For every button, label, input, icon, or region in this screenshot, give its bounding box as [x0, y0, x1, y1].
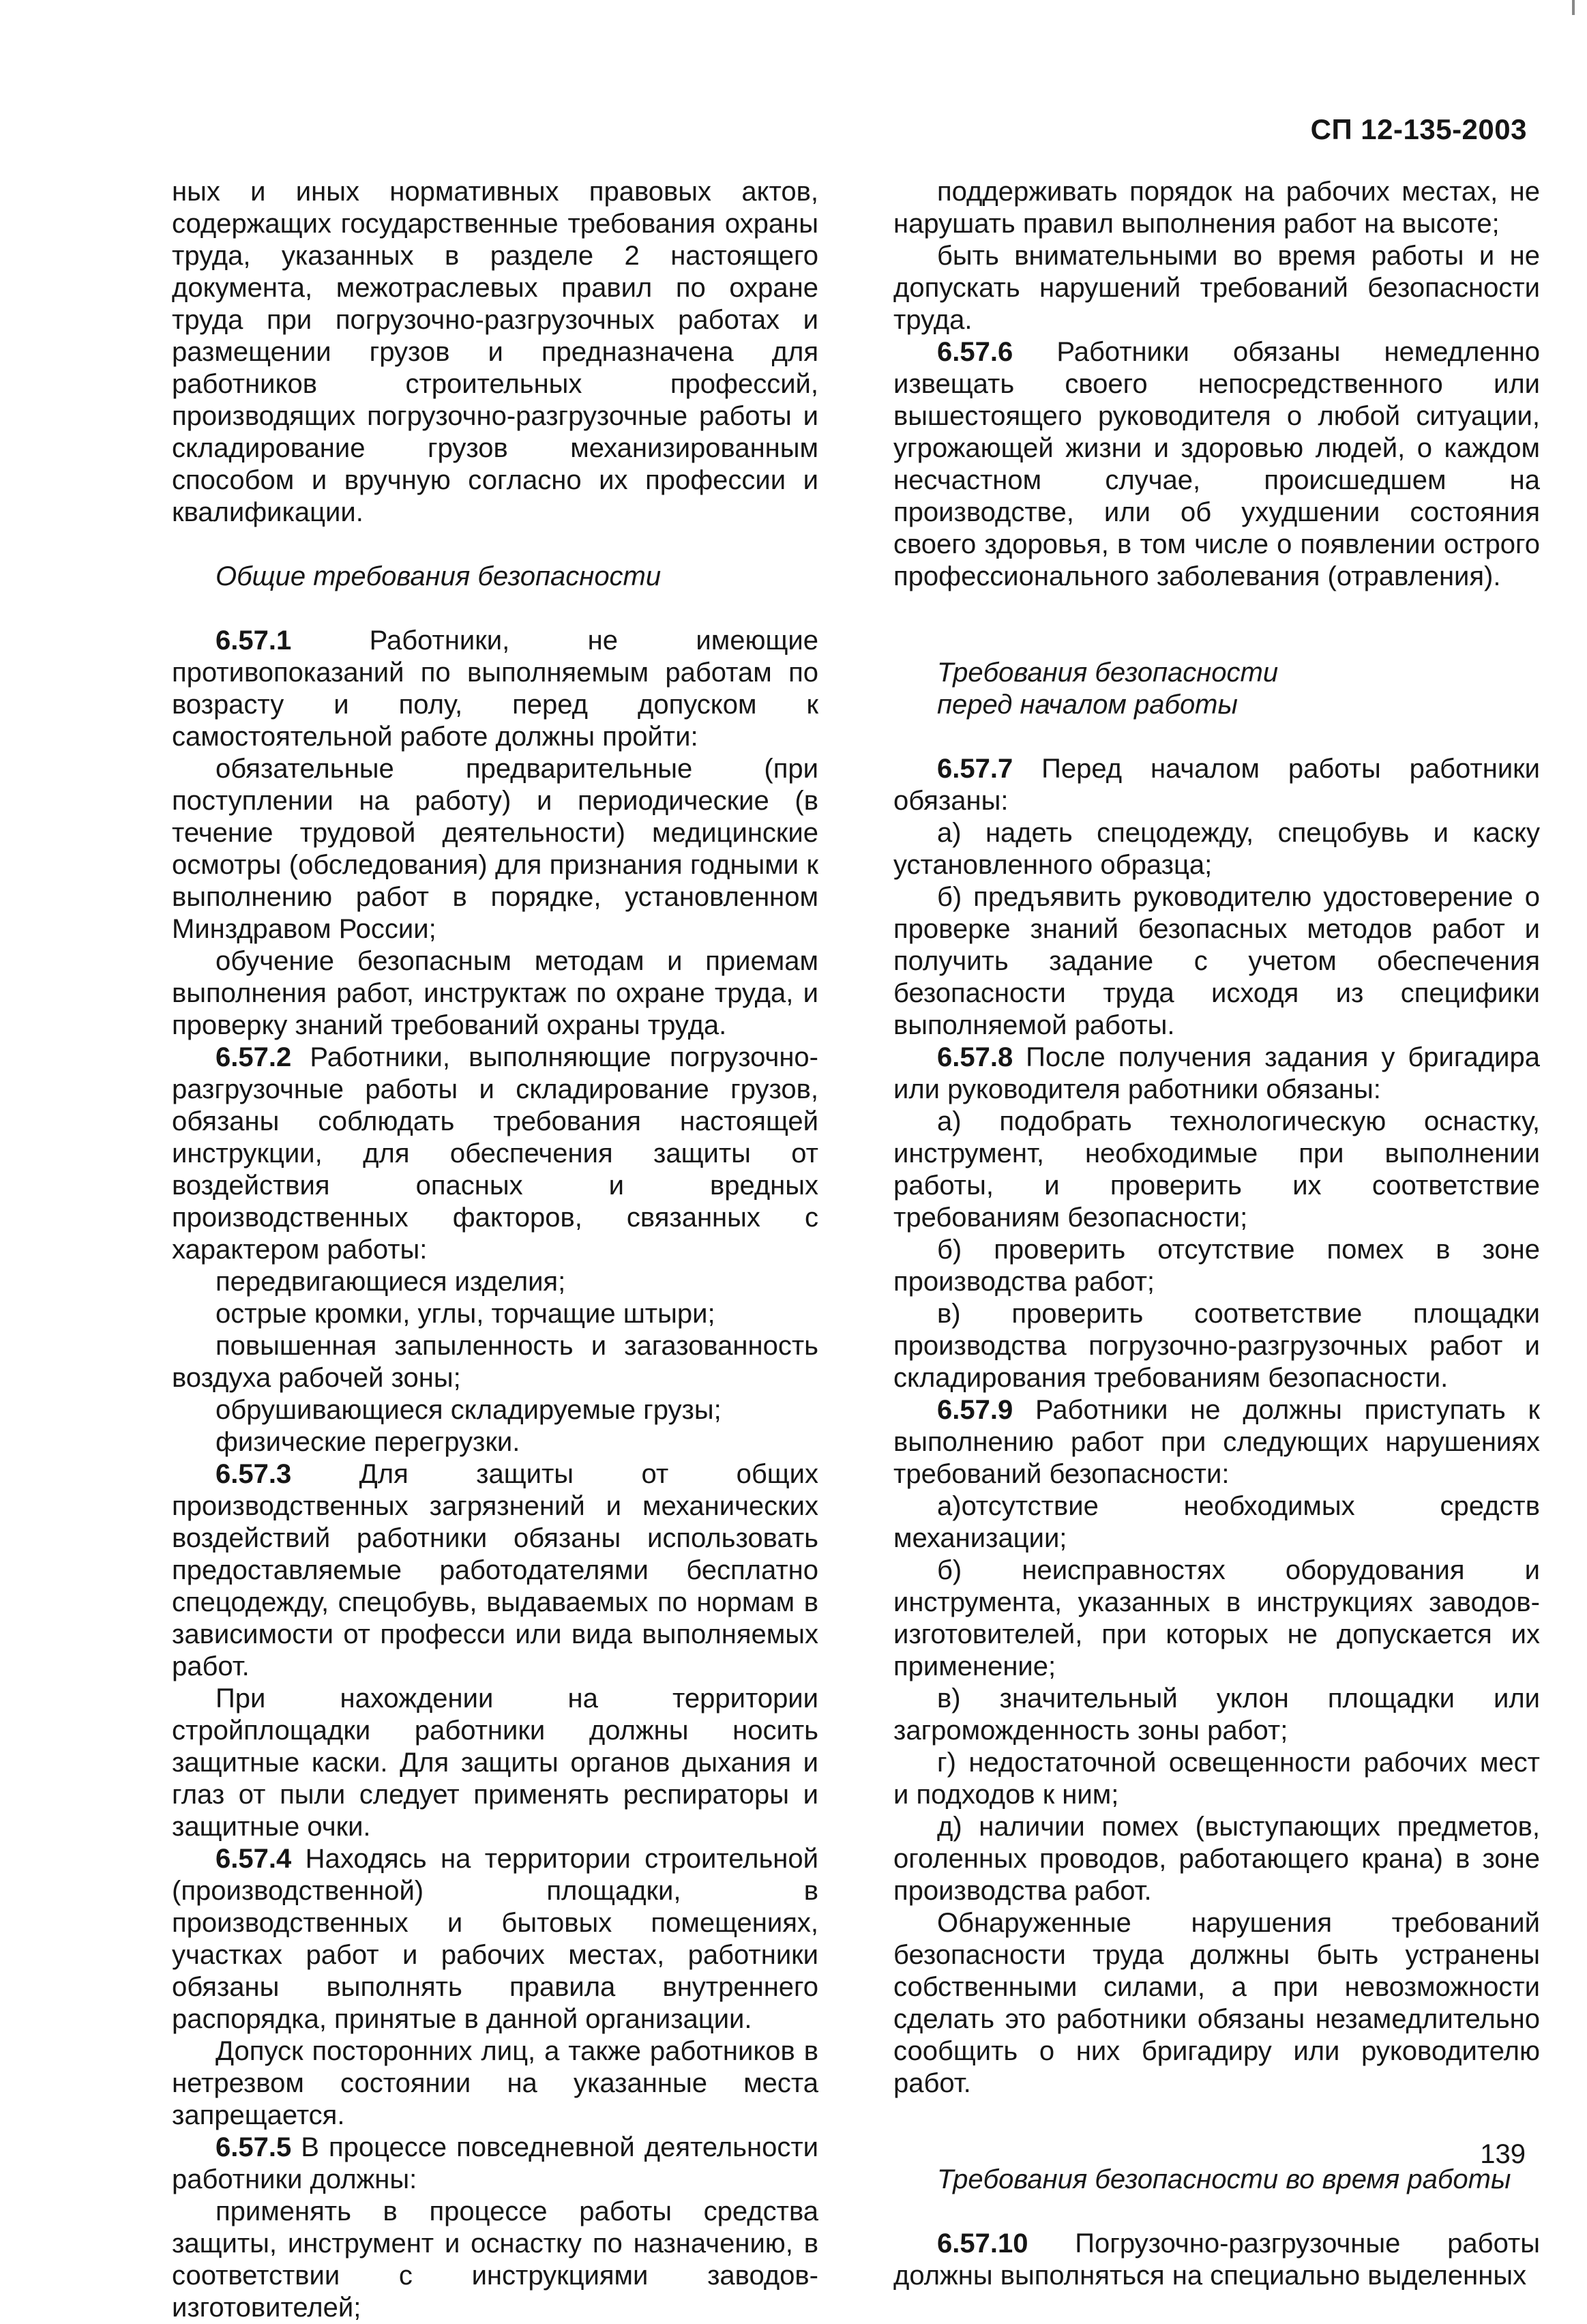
left-column [172, 176, 818, 2324]
clause-number: 6.57.10 [937, 2229, 1028, 2259]
clause-number: 6.57.1 [216, 626, 292, 656]
paragraph-attention: быть внимательными во время работы и не допускать нарушений требований безопасности труда. [893, 241, 1540, 335]
intro-paragraph: ных и иных нормативных правовых актов, содержащих государственные требования охраны труда, указанных в разделе 2 настоящего документа, межотраслевых правил по охране труда при погрузочно-разгрузочных работах и размещении грузов и предназначена для работников строительных профессий, производящих погрузочно-разгрузочные работы и складирование грузов механизированным способом и вручную согласно их профессии и квалификации. [172, 177, 818, 527]
list-item: острые кромки, углы, торчащие штыри; [216, 1299, 715, 1329]
paragraph-access: Допуск посторонних лиц, а также работников в нетрезвом состоянии на указанные места запрещается. [172, 2036, 818, 2130]
list-item: а) подобрать технологическую оснастку, инструмент, необходимые при выполнении работы, и проверить их соответствие требованиям безопасности; [893, 1106, 1540, 1233]
clause-number: 6.57.5 [216, 2132, 292, 2162]
paragraph-6-57-6 [893, 336, 1540, 593]
paragraph-training: обучение безопасным методам и приемам выполнения работ, инструктаж по охране труда, и проверку знаний требований охраны труда. [172, 946, 818, 1040]
clause-number: 6.57.9 [937, 1395, 1013, 1425]
list-item: а) надеть спецодежду, спецобувь и каску установленного образца; [893, 818, 1540, 880]
paragraph-use-tools: применять в процессе работы средства защиты, инструмент и оснастку по назначению, в соответствии с инструкциями заводов-изготовителей; [172, 2196, 818, 2323]
paragraph-order: поддерживать порядок на рабочих местах, не нарушать правил выполнения работ на высоте; [893, 177, 1540, 239]
clause-number: 6.57.2 [216, 1042, 292, 1072]
paragraph-text: В процессе повседневной деятельности работники должны: [172, 2132, 818, 2194]
list-item: а)отсутствие необходимых средств механизации; [893, 1491, 1540, 1553]
section-heading-before-work-line1: Требования безопасности [937, 658, 1279, 688]
paragraph-text: Работники обязаны немедленно извещать своего непосредственного или вышестоящего руководителя о любой ситуации, угрожающей жизни и здоровью людей, о каждом несчастном случае, происшедшем на производстве, или об ухудшении состояния своего здоровья, в том числе о появлении острого профессионального заболевания (отравления). [893, 337, 1540, 591]
paragraph-text: Находясь на территории строительной (производственной) площадки, в производственных и бытовых помещениях, участках работ и рабочих местах, работники обязаны выполнять правила внутреннего распорядка, принятые в данной организации. [172, 1844, 818, 2034]
section-heading-general: Общие требования безопасности [216, 561, 662, 591]
paragraph-text: Погрузочно-разгрузочные работы должны выполняться на специально выделенных [893, 2229, 1540, 2291]
paragraph-text: После получения задания у бригадира или руководителя работники обязаны: [893, 1042, 1540, 1104]
paragraph-6-57-3 [172, 1458, 818, 1683]
paragraph-6-57-5 [172, 2132, 818, 2196]
list-item: д) наличии помех (выступающих предметов, оголенных проводов, работающего крана) в зоне производства работ. [893, 1812, 1540, 1906]
section-heading-during-work: Требования безопасности во время работы [937, 2164, 1511, 2194]
clause-number: 6.57.6 [937, 337, 1013, 367]
clause-number: 6.57.7 [937, 754, 1013, 784]
paragraph-violations: Обнаруженные нарушения требований безопасности труда должны быть устранены собственными силами, а при невозможности сделать это работники обязаны незамедлительно сообщить о них бригадиру или руководителю работ. [893, 1908, 1540, 2098]
clause-number: 6.57.8 [937, 1042, 1013, 1072]
list-item: б) предъявить руководителю удостоверение о проверке знаний безопасных методов работ и получить задание с учетом обеспечения безопасности труда исходя из специфики выполняемой работы. [893, 882, 1540, 1040]
page-edge-mark [1572, 0, 1575, 15]
paragraph-text: Работники не должны приступать к выполнению работ при следующих нарушениях требований безопасности: [893, 1395, 1540, 1489]
right-column [893, 176, 1540, 2292]
section-heading-before-work-line2: перед началом работы [937, 690, 1238, 720]
paragraph-6-57-10 [893, 2228, 1540, 2292]
paragraph-6-57-4 [172, 1843, 818, 2035]
list-item: б) неисправностях оборудования и инструмента, указанных в инструкциях заводов-изготовителей, при которых не допускается их применение; [893, 1555, 1540, 1681]
paragraph-helmets: При нахождении на территории стройплощадки работники должны носить защитные каски. Для защиты органов дыхания и глаз от пыли следует применять респираторы и защитные очки. [172, 1683, 818, 1842]
paragraph-6-57-8 [893, 1042, 1540, 1106]
paragraph-text: Работники, не имеющие противопоказаний по выполняемым работам по возрасту и полу, перед допуском к самостоятельной работе должны пройти: [172, 626, 818, 752]
list-item: в) значительный уклон площадки или загроможденность зоны работ; [893, 1683, 1540, 1746]
paragraph-text: Для защиты от общих производственных загрязнений и механических воздействий работники обязаны использовать предоставляемые работодателями бесплатно спецодежду, спецобувь, выдаваемых по нормам в зависимости от професси или вида выполняемых работ. [172, 1459, 818, 1681]
list-item: б) проверить отсутствие помех в зоне производства работ; [893, 1235, 1540, 1297]
list-item: в) проверить соответствие площадки производства погрузочно-разгрузочных работ и складирования требованиям безопасности. [893, 1299, 1540, 1393]
list-item: г) недостаточной освещенности рабочих мест и подходов к ним; [893, 1748, 1540, 1810]
document-code: СП 12-135-2003 [1310, 113, 1527, 145]
paragraph-6-57-1 [172, 625, 818, 753]
list-item: повышенная запыленность и загазованность воздуха рабочей зоны; [172, 1331, 818, 1393]
paragraph-6-57-9 [893, 1394, 1540, 1490]
list-item: передвигающиеся изделия; [216, 1267, 566, 1297]
paragraph-6-57-2 [172, 1042, 818, 1266]
paragraph-text: Работники, выполняющие погрузочно-разгрузочные работы и складирование грузов, обязаны соблюдать требования настоящей инструкции, для обеспечения защиты от воздействия опасных и вредных производственных факторов, связанных с характером работы: [172, 1042, 818, 1265]
page-number: 139 [1480, 2139, 1526, 2169]
list-item: физические перегрузки. [216, 1427, 520, 1457]
list-item: обрушивающиеся складируемые грузы; [216, 1395, 722, 1425]
paragraph-text: Перед началом работы работники обязаны: [893, 754, 1540, 816]
paragraph-medical-exams: обязательные предварительные (при поступлении на работу) и периодические (в течение трудовой деятельности) медицинские осмотры (обследования) для признания годными к выполнению работ в порядке, установленном Минздравом России; [172, 754, 818, 944]
paragraph-6-57-7 [893, 753, 1540, 817]
clause-number: 6.57.3 [216, 1459, 292, 1489]
clause-number: 6.57.4 [216, 1844, 292, 1874]
